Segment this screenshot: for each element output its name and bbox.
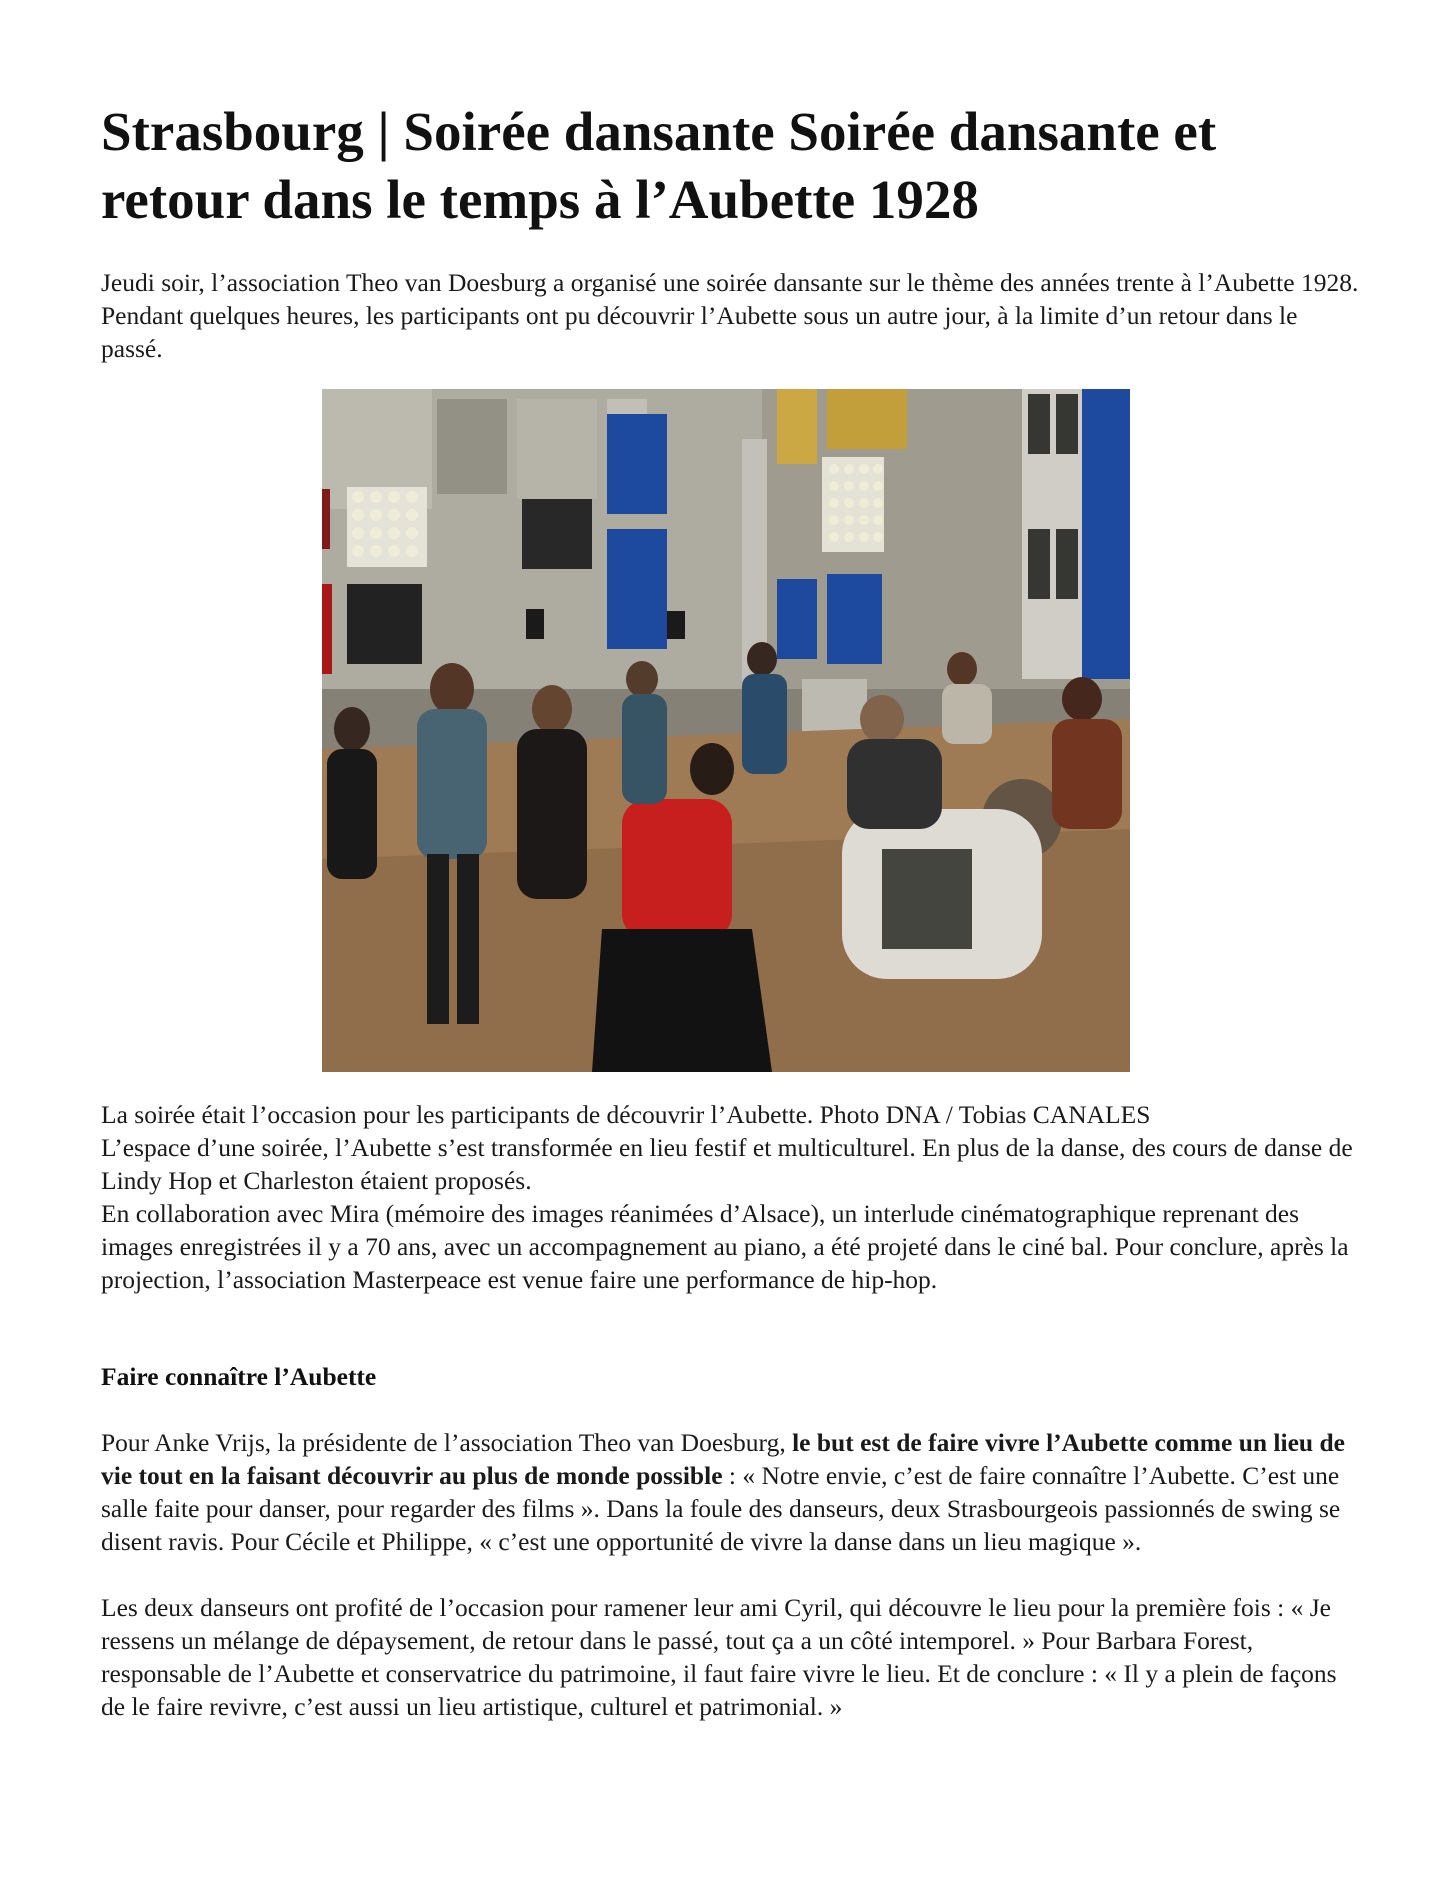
section-subheading: Faire connaître l’Aubette <box>101 1362 377 1391</box>
paragraph-2: En collaboration avec Mira (mémoire des images réanimées d’Alsace), un interlude cinématographique reprenant des images enregistrées il y a 70 ans, avec un accompagnement au piano, a été projeté dans le ciné bal. Pour conclure, après la projection, l’association Masterpeace est venue faire une performance de hip-hop. <box>101 1199 1349 1294</box>
article-title: Strasbourg | Soirée dansante Soirée dansante et retour dans le temps à l’Aubette 1928 <box>101 101 1217 230</box>
paragraph-3 <box>101 1426 1361 1558</box>
paragraph-3-lead: Pour Anke Vrijs, la présidente de l’association Theo van Doesburg, <box>101 1428 793 1457</box>
dance-hall-photo <box>322 389 1130 1072</box>
paragraph-1: L’espace d’une soirée, l’Aubette s’est transformée en lieu festif et multiculturel. En plus de la danse, des cours de danse de Lindy Hop et Charleston étaient proposés. <box>101 1133 1353 1195</box>
paragraph-4: Les deux danseurs ont profité de l’occasion pour ramener leur ami Cyril, qui découvre le lieu pour la première fois : « Je ressens un mélange de dépaysement, de retour dans le passé, tout ça a un côté intemporel. » Pour Barbara Forest, responsable de l’Aubette et conservatrice du patrimoine, il faut faire vivre le lieu. Et de conclure : « Il y a plein de façons de le faire revivre, c’est aussi un lieu artistique, culturel et patrimonial. » <box>101 1593 1337 1721</box>
paragraph-3-rest: : « Notre envie, c’est de faire connaître l’Aubette. C’est une salle faite pour danser, pour regarder des films ». Dans la foule des danseurs, deux Strasbourgeois passionnés de swing se disent ravis. Pour Cécile et Philippe, « c’est une opportunité de vivre la danse dans un lieu magique ». <box>101 1461 1341 1556</box>
paragraph-3-bold: le but est de faire vivre l’Aubette comme un lieu de vie tout en la faisant découvrir au plus de monde possible <box>101 1428 1345 1490</box>
article-intro: Jeudi soir, l’association Theo van Doesburg a organisé une soirée dansante sur le thème des années trente à l’Aubette 1928. Pendant quelques heures, les participants ont pu découvrir l’Aubette sous un autre jour, à la limite d’un retour dans le passé. <box>101 268 1359 363</box>
article-photo <box>322 389 1130 1072</box>
photo-caption: La soirée était l’occasion pour les participants de découvrir l’Aubette. Photo DNA / Tobias CANALES <box>101 1100 1151 1129</box>
